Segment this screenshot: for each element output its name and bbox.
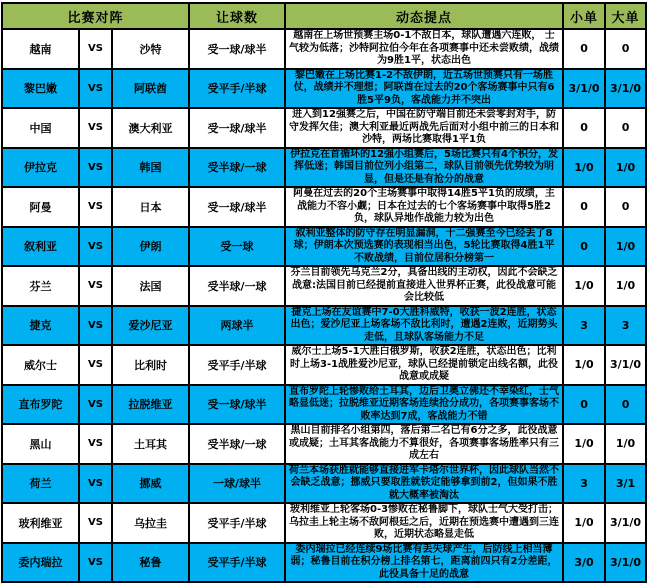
big-bet-cell: 3/1/0 bbox=[605, 503, 646, 543]
big-bet-cell: 1/0 bbox=[605, 424, 646, 464]
match-row bbox=[2, 148, 646, 188]
tips-cell: 委内瑞拉已经连续9场比赛有丢失球产生，后防线上相当薄弱；秘鲁目前在积分榜上排名第七，距离前四只有2分差距，此役具备十足的战意 bbox=[285, 543, 563, 583]
vs-cell: VS bbox=[79, 424, 112, 464]
big-bet-cell: 1/0 bbox=[605, 148, 646, 188]
small-bet-cell: 0 bbox=[563, 29, 605, 69]
small-bet-cell: 3/1/0 bbox=[563, 69, 605, 109]
home-team-cell: 越南 bbox=[2, 29, 79, 69]
handicap-cell: 受半球/一球 bbox=[189, 424, 285, 464]
vs-cell: VS bbox=[79, 29, 112, 69]
handicap-cell: 受一球/球半 bbox=[189, 385, 285, 425]
big-bet-cell: 1/0 bbox=[605, 266, 646, 306]
match-row bbox=[2, 29, 646, 69]
tips-cell: 阿曼在过去的20个主场赛事中取得14胜5平1负的成绩，主战能力不容小觑；日本在过去的七个客场赛事中取得5胜2负，球队异地作战能力较为出色 bbox=[285, 187, 563, 227]
tips-cell: 黑山目前排名小组第四，落后第二名已有6分之多，此役战意或成疑；土耳其客战能力不算很好，各项赛事客场胜率只有三成左右 bbox=[285, 424, 563, 464]
home-team-cell: 荷兰 bbox=[2, 464, 79, 504]
betting-analysis-panel bbox=[0, 2, 650, 583]
match-row bbox=[2, 543, 646, 583]
match-row bbox=[2, 108, 646, 148]
big-bet-cell: 0 bbox=[605, 187, 646, 227]
header-row bbox=[2, 3, 646, 29]
small-bet-cell: 0 bbox=[563, 187, 605, 227]
vs-cell: VS bbox=[79, 345, 112, 385]
tips-cell: 玻利维亚上轮客场0-3惨败在秘鲁脚下，球队士气大受打击；乌拉圭上轮主场不敌阿根廷之后，近期在预选赛中遭遇到三连败，近期状态略显走低 bbox=[285, 503, 563, 543]
match-row bbox=[2, 385, 646, 425]
small-bet-cell: 0 bbox=[563, 385, 605, 425]
match-analysis-table bbox=[1, 2, 647, 583]
small-bet-cell: 1/0 bbox=[563, 345, 605, 385]
big-bet-cell: 3/1 bbox=[605, 464, 646, 504]
tips-cell: 叙利亚整体的防守存在明显漏洞，十二强赛至今已经丢了8球；伊朗本次预选赛的表现相当出色，5轮比赛取得4胜1平不败战绩，目前位居积分榜第一 bbox=[285, 227, 563, 267]
header-tips: 动态提点 bbox=[285, 3, 563, 29]
vs-cell: VS bbox=[79, 187, 112, 227]
away-team-cell: 韩国 bbox=[112, 148, 189, 188]
home-team-cell: 威尔士 bbox=[2, 345, 79, 385]
handicap-cell: 受平手/半球 bbox=[189, 69, 285, 109]
match-row bbox=[2, 227, 646, 267]
away-team-cell: 沙特 bbox=[112, 29, 189, 69]
home-team-cell: 捷克 bbox=[2, 306, 79, 346]
handicap-cell: 受一球/球半 bbox=[189, 187, 285, 227]
home-team-cell: 黎巴嫩 bbox=[2, 69, 79, 109]
away-team-cell: 秘鲁 bbox=[112, 543, 189, 583]
big-bet-cell: 0 bbox=[605, 29, 646, 69]
home-team-cell: 叙利亚 bbox=[2, 227, 79, 267]
away-team-cell: 乌拉圭 bbox=[112, 503, 189, 543]
away-team-cell: 法国 bbox=[112, 266, 189, 306]
match-table-body bbox=[2, 29, 646, 582]
home-team-cell: 黑山 bbox=[2, 424, 79, 464]
big-bet-cell: 3/1/0 bbox=[605, 69, 646, 109]
vs-cell: VS bbox=[79, 503, 112, 543]
vs-cell: VS bbox=[79, 108, 112, 148]
away-team-cell: 比利时 bbox=[112, 345, 189, 385]
away-team-cell: 阿联酋 bbox=[112, 69, 189, 109]
big-bet-cell: 1/0 bbox=[605, 227, 646, 267]
small-bet-cell: 3 bbox=[563, 464, 605, 504]
away-team-cell: 挪威 bbox=[112, 464, 189, 504]
match-row bbox=[2, 424, 646, 464]
home-team-cell: 伊拉克 bbox=[2, 148, 79, 188]
match-row bbox=[2, 345, 646, 385]
big-bet-cell: 3/1/0 bbox=[605, 543, 646, 583]
handicap-cell: 两球半 bbox=[189, 306, 285, 346]
away-team-cell: 土耳其 bbox=[112, 424, 189, 464]
big-bet-cell: 3/1/0 bbox=[605, 345, 646, 385]
handicap-cell: 受一球/球半 bbox=[189, 29, 285, 69]
away-team-cell: 拉脱维亚 bbox=[112, 385, 189, 425]
away-team-cell: 日本 bbox=[112, 187, 189, 227]
small-bet-cell: 1/0 bbox=[563, 424, 605, 464]
vs-cell: VS bbox=[79, 306, 112, 346]
big-bet-cell: 3 bbox=[605, 306, 646, 346]
tips-cell: 威尔士上场5-1大胜白俄罗斯，收获2连胜，状态出色；比利时上场3-1战胜爱沙尼亚，球队已经提前锁定出线名额，此役战意或成疑 bbox=[285, 345, 563, 385]
small-bet-cell: 0 bbox=[563, 108, 605, 148]
header-matchup: 比赛对阵 bbox=[2, 3, 189, 29]
big-bet-cell: 0 bbox=[605, 108, 646, 148]
match-row bbox=[2, 464, 646, 504]
vs-cell: VS bbox=[79, 385, 112, 425]
handicap-cell: 受一球 bbox=[189, 227, 285, 267]
header-big-bet: 大单 bbox=[605, 3, 646, 29]
match-row bbox=[2, 503, 646, 543]
match-row bbox=[2, 266, 646, 306]
vs-cell: VS bbox=[79, 227, 112, 267]
home-team-cell: 直布罗陀 bbox=[2, 385, 79, 425]
handicap-cell: 受平手/半球 bbox=[189, 345, 285, 385]
home-team-cell: 委内瑞拉 bbox=[2, 543, 79, 583]
big-bet-cell: 0 bbox=[605, 385, 646, 425]
handicap-cell: 受一球/球半 bbox=[189, 108, 285, 148]
small-bet-cell: 3 bbox=[563, 306, 605, 346]
small-bet-cell: 3/0 bbox=[563, 543, 605, 583]
header-small-bet: 小单 bbox=[563, 3, 605, 29]
away-team-cell: 伊朗 bbox=[112, 227, 189, 267]
vs-cell: VS bbox=[79, 464, 112, 504]
vs-cell: VS bbox=[79, 148, 112, 188]
home-team-cell: 玻利维亚 bbox=[2, 503, 79, 543]
tips-cell: 黎巴嫩在上场比赛1-2不敌伊朗，近五场世预赛只有一场胜仗，战绩并不理想；阿联酋在过去的20个客场赛事中只有6胜5平9负，客战能力并不突出 bbox=[285, 69, 563, 109]
handicap-cell: 受平手/半球 bbox=[189, 503, 285, 543]
handicap-cell: 受半球/一球 bbox=[189, 266, 285, 306]
match-row bbox=[2, 306, 646, 346]
small-bet-cell: 1/0 bbox=[563, 148, 605, 188]
match-row bbox=[2, 69, 646, 109]
tips-cell: 伊拉克在首循环的12强小组赛后，5场比赛只有4个积分，发挥低迷；韩国目前位列小组第二，球队目前领先优势较为明显，但是还是有抢分的战意 bbox=[285, 148, 563, 188]
vs-cell: VS bbox=[79, 543, 112, 583]
away-team-cell: 澳大利亚 bbox=[112, 108, 189, 148]
home-team-cell: 阿曼 bbox=[2, 187, 79, 227]
tips-cell: 直布罗陀上轮惨败给土耳其，边后卫奥立佛还不幸染红，士气略显低迷；拉脱维亚近期客场连续抢分成功，各项赛事客场不败率达到7成，客战能力不错 bbox=[285, 385, 563, 425]
header-handicap: 让球数 bbox=[189, 3, 285, 29]
tips-cell: 越南在上场世预赛主场0-1不敌日本，球队遭遇六连败， 士气较为低落；沙特阿拉伯今年在各项赛事中还未尝败绩，战绩为9胜1平，状态出色 bbox=[285, 29, 563, 69]
tips-cell: 进入到12强赛之后，中国在防守端目前还未尝零封对手，防守发挥欠佳；澳大利亚最近两战先后面对小组中前三的日本和沙特，两场比赛取得1平1负 bbox=[285, 108, 563, 148]
tips-cell: 芬兰目前领先乌克兰2分，具备出线的主动权，因此不会缺乏战意:法国目前已经提前直接进入世界杯正赛，此役战意可能会比较低 bbox=[285, 266, 563, 306]
tips-cell: 捷克上场在友谊赛中7-0大胜科威特，收获一波2连胜，状态出色；爱沙尼亚上场客场不敌比利时，遭遇2连败，近期势头走低，且球队客场能力不足 bbox=[285, 306, 563, 346]
home-team-cell: 芬兰 bbox=[2, 266, 79, 306]
small-bet-cell: 1/0 bbox=[563, 503, 605, 543]
handicap-cell: 一球/球半 bbox=[189, 464, 285, 504]
home-team-cell: 中国 bbox=[2, 108, 79, 148]
handicap-cell: 受半球/一球 bbox=[189, 148, 285, 188]
match-row bbox=[2, 187, 646, 227]
small-bet-cell: 0 bbox=[563, 227, 605, 267]
away-team-cell: 爱沙尼亚 bbox=[112, 306, 189, 346]
vs-cell: VS bbox=[79, 69, 112, 109]
handicap-cell: 受平手/半球 bbox=[189, 543, 285, 583]
vs-cell: VS bbox=[79, 266, 112, 306]
tips-cell: 荷兰本场获胜就能够直接进军卡塔尔世界杯，因此球队当然不会缺乏战意；挪威只要取胜就铁定能够拿到前2，但如果不胜就大概率被淘汰 bbox=[285, 464, 563, 504]
small-bet-cell: 1/0 bbox=[563, 266, 605, 306]
